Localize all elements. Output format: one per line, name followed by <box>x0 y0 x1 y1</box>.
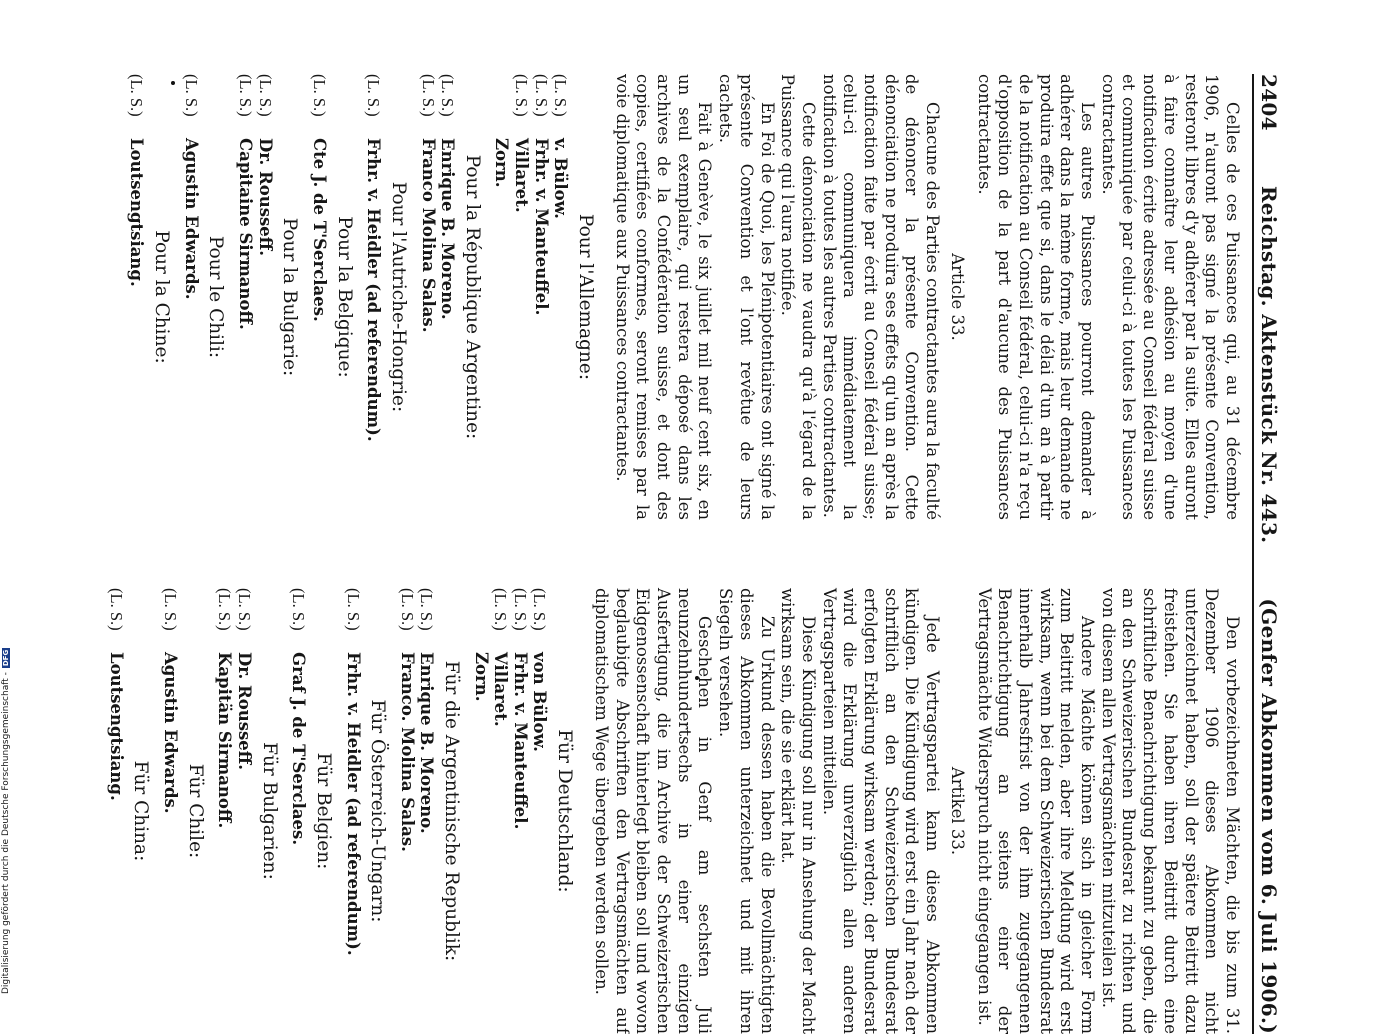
french-paragraph: Celles de ces Puissances qui, au 31 décembre 1906, n'auront pas signé la présente Convention, resteront libres d'y adhérer par la suite. Elles auront à faire connaître leur adhésion au moyen d'une notification écrite adressée au Conseil fédéral suisse et communiquée par celui-ci à toutes les Puissances contractantes. <box>1098 74 1242 520</box>
signer-name: Loutsengtsiang. <box>127 138 147 287</box>
signer-name: Capitaine Sirmanoff. <box>236 138 256 330</box>
signatory-country: Für Deutschland: <box>554 729 576 893</box>
german-paragraph: Den vorbezeichneten Mächten, die bis zum 31. Dezember 1906 dieses Abkommen nicht unterzeichnet haben, soll der spätere Beitritt dazu freistehen. Sie haben ihren Beitritt durch eine schriftliche Benachrichtigung bekannt zu geben, die an den Schweizerischen Bundesrat zu richten und von diesem allen Vertragsmächten mitzuteilen ist. <box>1098 588 1242 1034</box>
seal-mark: (L. S.) <box>127 74 147 117</box>
signer-name: Frhr. v. Manteuffel. <box>531 138 551 316</box>
seal-mark: (L. S.) <box>510 588 530 631</box>
german-article-heading: Artikel 33. <box>947 766 967 856</box>
signer-name: Franco Molina Salas. <box>418 138 438 333</box>
signer-name: Kapitän Sirmanoff. <box>215 652 235 829</box>
signature-line <box>551 74 571 520</box>
french-paragraph: Cette dénonciation ne vaudra qu'à l'égard de la Puissance qui l'aura notifiée. <box>778 74 818 520</box>
digitization-footer <box>0 0 12 994</box>
signer-name: Agustin Edwards. <box>161 652 181 814</box>
signature-line <box>289 588 309 1034</box>
signature-line <box>510 588 530 1034</box>
seal-mark: (L. S.) <box>418 74 438 117</box>
seal-mark: (L. S.) <box>491 588 511 631</box>
signature-line <box>106 588 126 1034</box>
signature-line <box>160 588 180 1034</box>
seal-mark: (L. S.) <box>530 588 550 631</box>
french-paragraph: En Foi de Quoi, les Plénipotentiaires ont signé la présente Convention et l'ont revêtue de leurs cachets. <box>716 74 777 520</box>
seal-mark: (L. S.) <box>512 74 532 117</box>
page-number: 2404 <box>1257 74 1281 131</box>
signer-name: Loutsengtsiang. <box>106 652 126 801</box>
signature-line <box>397 588 417 1034</box>
signer-name: Graf J. de T'Serclaes. <box>289 652 309 846</box>
signature-line <box>255 74 275 520</box>
signatory-country: Für Österreich-Ungarn: <box>367 699 389 923</box>
seal-mark: (L. S.) <box>236 74 256 117</box>
french-paragraph: Les autres Puissances pourront demander à adhérer dans la même forme, mais leur demande ne produira effet que si, dans le délai d'un an à partir de la notification au Conseil fédéral, celui-ci n'a reçu d'opposition de la part d'aucune des Puissances contractantes. <box>974 74 1098 520</box>
german-paragraph: Zu Urkund dessen haben die Bevollmächtigten dieses Abkommen unterzeichnet und mit ihren Siegeln versehen. <box>716 588 777 1034</box>
signatory-country: Pour l'Autriche-Hongrie: <box>387 181 409 413</box>
seal-mark: (L. S.) <box>106 588 126 631</box>
signer-name: Zorn. <box>471 652 491 702</box>
signatory-country: Pour le Chili: <box>205 235 227 359</box>
signer-name: Villaret. <box>491 652 511 727</box>
seal-mark: (L. S.) <box>289 588 309 631</box>
signature-line <box>364 74 384 520</box>
seal-mark: (L. S.) <box>397 588 417 631</box>
seal-mark: (L. S.) <box>531 74 551 117</box>
signature-line <box>234 588 254 1034</box>
seal-mark: (L. S.) <box>255 74 275 117</box>
german-paragraph: Andere Mächte können sich in gleicher Form zum Beitritt melden, aber ihre Meldung wird erst wirksam, wenn bei dem Schweizerischen Bundesrat innerhalb Jahresfrist von der ihm zugegangenen Benachrichtigung an seitens einer der Vertragsmächte Widerspruch nicht eingegangen ist. <box>974 588 1098 1034</box>
german-paragraph: Diese Kündigung soll nur in Ansehung der Macht wirksam sein, die sie erklärt hat. <box>778 588 818 1034</box>
signatory-country: Für Bulgarien: <box>258 742 280 880</box>
signature-line <box>531 74 551 520</box>
signature-line <box>215 588 235 1034</box>
seal-mark: (L. S.) <box>551 74 571 117</box>
signer-name: Agustin Edwards. <box>181 138 201 300</box>
seal-mark: (L. S.) <box>181 74 201 117</box>
signer-name: Frhr. v. Heidler (ad referendum). <box>364 138 384 442</box>
french-column <box>127 74 1242 520</box>
signer-name: Enrique B. Moreno. <box>438 138 458 320</box>
signature-line <box>343 588 363 1034</box>
signer-name: Enrique B. Moreno. <box>417 652 437 834</box>
page-header <box>1252 74 1286 1034</box>
signature-line <box>418 74 438 520</box>
signer-name: Cte J. de T'Serclaes. <box>309 138 329 322</box>
french-paragraph: Chacune des Parties contractantes aura la faculté de dénoncer la présente Convention. Cette dénonciation ne produira ses effets qu'un an après la notification faite par écrit au Conseil fédéral suisse; celui-ci communiquera immédiatement la notification à toutes les autres Parties contractantes. <box>819 74 943 520</box>
signature-line <box>471 588 491 1034</box>
german-paragraph: Geschehen in Genf am sechsten Juli neunzehnhundertsechs in einer einzigen Ausfertigung, die im Archive der Schweizerischen Eidgenossenschaft hinterlegt bleiben soll und wovon beglaubigte Abschriften den Vertragsmächten auf diplomatischem Wege übergeben werden sollen. <box>591 588 715 1034</box>
french-article-heading: Article 33. <box>947 253 967 341</box>
signature-line <box>417 588 437 1034</box>
signature-line <box>492 74 512 520</box>
seal-mark: (L. S.) <box>364 74 384 117</box>
seal-mark: (L. S.) <box>417 588 437 631</box>
seal-mark: (L. S.) <box>438 74 458 117</box>
signatory-country: Für Chile: <box>184 763 206 859</box>
signature-line <box>530 588 550 1034</box>
signer-name: Dr. Rousseff. <box>255 138 275 257</box>
signer-name: Franco. Molina Salas. <box>397 652 417 852</box>
footer-text: Digitalisierung gefördert durch die Deutsche Forschungsgemeinschaft - <box>1 672 11 994</box>
running-title: Reichstag. Aktenstück Nr. 443. <box>1257 185 1281 544</box>
signer-name: Frhr. v. Manteuffel. <box>510 652 530 830</box>
signature-line <box>127 74 147 520</box>
signer-name: Frhr. v. Heidler (ad referendum). <box>343 652 363 956</box>
signatory-country: Pour la Chine: <box>151 230 173 364</box>
signature-line <box>511 74 531 520</box>
signer-name: Zorn. <box>492 138 512 188</box>
seal-mark: (L. S.) <box>309 74 329 117</box>
rotated-page <box>46 74 1286 1034</box>
seal-mark: (L. S.) <box>343 588 363 631</box>
seal-mark: (L. S.) <box>161 588 181 631</box>
german-column <box>106 588 1242 1034</box>
signatory-country: Pour la République Argentine: <box>461 154 483 440</box>
header-rule <box>1252 74 1254 1034</box>
french-paragraph: Fait à Genève, le six juillet mil neuf cent six, en un seul exemplaire, qui restera déposé dans les archives de la Confédération suisse, et dont des copies, certifiées conformes, seront remises par la voie diplomatique aux Puissances contractantes. <box>612 74 715 520</box>
signer-name: Villaret. <box>512 138 532 213</box>
signatory-country: Pour la Bulgarie: <box>279 217 301 377</box>
signer-name: Dr. Rousseff. <box>234 652 254 771</box>
seal-mark: (L. S.) <box>234 588 254 631</box>
signature-line <box>235 74 255 520</box>
seal-mark: (L. S.) <box>215 588 235 631</box>
signature-line <box>438 74 458 520</box>
signatory-country: Für die Argentinische Republik: <box>441 660 463 962</box>
german-paragraph: Jede Vertragspartei kann dieses Abkommen kündigen. Die Kündigung wird erst ein Jahr nach der schriftlich an den Schweizerischen Bundesrat erfolgten Erklärung wirksam werden; der Bundesrat wird die Erklärung unverzüglich allen anderen Vertragsparteien mitteilen. <box>819 588 943 1034</box>
signature-line <box>181 74 201 520</box>
signatory-country: Pour la Belgique: <box>333 216 355 378</box>
running-subtitle: (Genfer Abkommen vom 6. Juli 1906.) <box>1257 598 1281 1034</box>
signature-line <box>309 74 329 520</box>
signatory-country: Pour l'Allemagne: <box>574 213 596 381</box>
signatory-country: Für China: <box>130 760 152 862</box>
dfg-logo: DFG <box>2 649 10 667</box>
signer-name: von Bülow. <box>530 652 550 752</box>
signature-line <box>491 588 511 1034</box>
signatory-country: Für Belgien: <box>312 752 334 870</box>
signer-name: v. Bülow. <box>551 138 571 219</box>
